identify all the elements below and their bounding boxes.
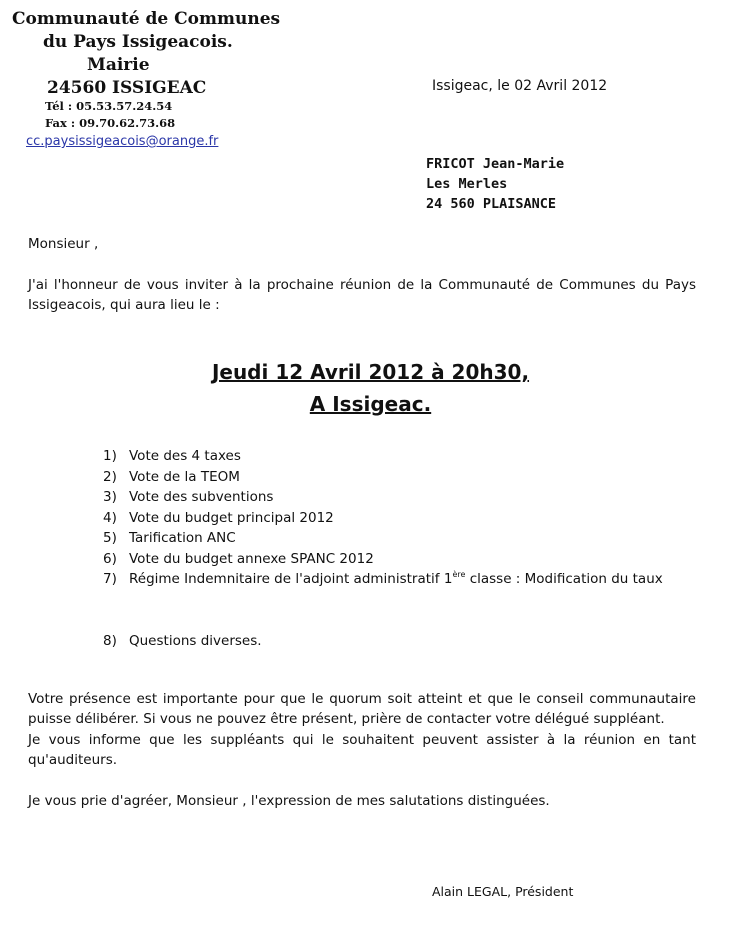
agenda-item xyxy=(103,467,663,488)
agenda-list-extra xyxy=(103,631,262,652)
org-phone: Tél : 05.53.57.24.54 xyxy=(45,99,173,113)
signature: Alain LEGAL, Président xyxy=(432,884,574,899)
agenda-text: Questions diverses. xyxy=(129,633,262,649)
agenda-text: Vote de la TEOM xyxy=(129,468,240,485)
agenda-item xyxy=(103,549,663,570)
agenda-number: 1) xyxy=(103,448,117,464)
recipient-block xyxy=(426,154,564,214)
org-email-link[interactable]: cc.paysissigeacois@orange.fr xyxy=(26,134,219,149)
agenda-text-after: classe : Modification du taux xyxy=(465,571,663,587)
recipient-street: Les Merles xyxy=(426,176,508,192)
agenda-number: 3) xyxy=(103,489,117,505)
meeting-date-time: Jeudi 12 Avril 2012 à 20h30, xyxy=(211,360,530,384)
agenda-number: 6) xyxy=(103,550,117,567)
org-name-line1: Communauté de Communes xyxy=(12,9,281,29)
meeting-place: A Issigeac. xyxy=(309,392,432,416)
org-postal: 24560 ISSIGEAC xyxy=(47,78,207,98)
agenda-item xyxy=(103,508,663,529)
closing-line: Je vous prie d'agréer, Monsieur , l'expression de mes salutations distinguées. xyxy=(28,793,550,809)
org-fax: Fax : 09.70.62.73.68 xyxy=(45,116,176,130)
agenda-number: 2) xyxy=(103,468,117,485)
agenda-item xyxy=(103,446,663,467)
agenda-text: Régime Indemnitaire de l'adjoint administratif 1 xyxy=(129,571,453,587)
agenda-text: Vote des 4 taxes xyxy=(129,448,241,464)
org-name-line2: du Pays Issigeacois. xyxy=(43,32,233,52)
agenda-text: Vote du budget annexe SPANC 2012 xyxy=(129,550,374,567)
agenda-text: Vote des subventions xyxy=(129,489,274,505)
agenda-text: Vote du budget principal 2012 xyxy=(129,509,334,526)
agenda-number: 4) xyxy=(103,509,117,526)
intro-paragraph: J'ai l'honneur de vous inviter à la prochaine réunion de la Communauté de Communes du Pays Issigeacois, qui aura lieu le : xyxy=(28,277,696,313)
salutation: Monsieur , xyxy=(28,236,99,252)
recipient-name: FRICOT Jean-Marie xyxy=(426,156,565,172)
agenda-superscript: ère xyxy=(452,570,466,579)
agenda-list xyxy=(103,446,663,590)
substitutes-paragraph: Je vous informe que les suppléants qui le souhaitent peuvent assister à la réunion en tant qu'auditeurs. xyxy=(28,732,696,768)
quorum-paragraph: Votre présence est importante pour que le quorum soit atteint et que le conseil communautaire puisse délibérer. Si vous ne pouvez être présent, prière de contacter votre délégué suppléant. xyxy=(28,691,696,727)
agenda-number: 8) xyxy=(103,633,117,649)
agenda-item xyxy=(103,528,663,549)
agenda-number: 5) xyxy=(103,530,117,546)
agenda-item xyxy=(103,631,262,652)
recipient-city: 24 560 PLAISANCE xyxy=(426,196,557,212)
agenda-number: 7) xyxy=(103,571,117,587)
agenda-item xyxy=(103,569,663,590)
agenda-item xyxy=(103,487,663,508)
letter-date: Issigeac, le 02 Avril 2012 xyxy=(432,78,608,94)
org-mairie: Mairie xyxy=(87,55,150,75)
agenda-text: Tarification ANC xyxy=(129,530,236,546)
